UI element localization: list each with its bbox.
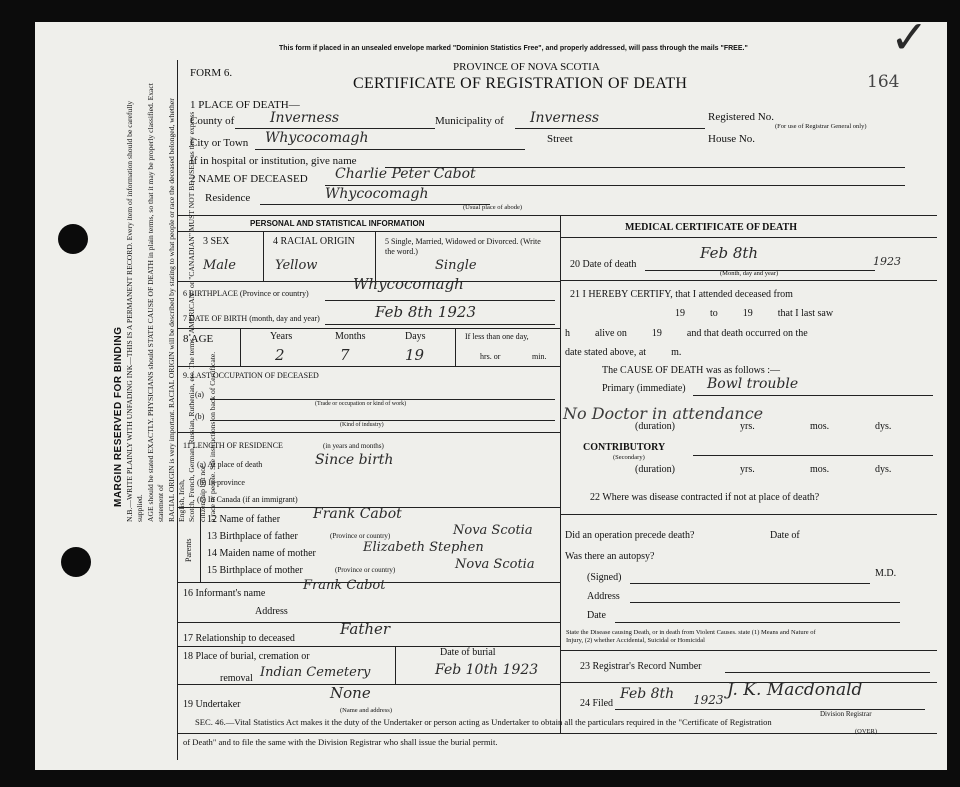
contracted-line — [560, 514, 937, 515]
informant-label: 16 Informant's name — [183, 588, 266, 599]
occupation-a-line — [210, 399, 555, 400]
father-birthplace-note: (Province or country) — [330, 532, 391, 540]
age-divider — [455, 328, 456, 366]
autopsy-label: Was there an autopsy? — [565, 551, 655, 562]
signed-line — [630, 583, 870, 584]
date-of-death-value: Feb 8th — [700, 244, 759, 262]
racial-divider — [375, 231, 376, 281]
contributory-label: CONTRIBUTORY — [583, 442, 666, 453]
name-of-deceased-label: 2 NAME OF DECEASED — [190, 173, 308, 185]
burial-date-value: Feb 10th 1923 — [435, 662, 539, 678]
father-name-value: Frank Cabot — [313, 506, 402, 522]
parents-divider — [200, 507, 201, 582]
address-line — [630, 602, 900, 603]
row-rule — [177, 432, 560, 433]
relationship-value: Father — [340, 620, 391, 638]
cause-label: The CAUSE OF DEATH was as follows :— — [602, 365, 781, 376]
residence-line — [260, 204, 490, 205]
grid-bottom — [177, 733, 937, 734]
death-certificate — [35, 10, 947, 770]
filed-year: 1923 — [693, 693, 724, 707]
occupation-b-note: (Kind of industry) — [340, 422, 384, 428]
sex-label: 3 SEX — [203, 236, 230, 247]
grid-top — [177, 215, 937, 216]
birthplace-line — [325, 300, 555, 301]
secondary-note: (Secondary) — [613, 454, 645, 461]
county-line — [235, 128, 435, 129]
relationship-label: 17 Relationship to deceased — [183, 633, 295, 644]
municipality-label: Municipality of — [435, 115, 504, 127]
in-canada-label: (c) In Canada (if an immigrant) — [197, 495, 298, 504]
informant-address-label: Address — [255, 606, 288, 617]
date-line — [615, 622, 900, 623]
racial-origin-label: 4 RACIAL ORIGIN — [273, 236, 355, 247]
name-of-deceased-value: Charlie Peter Cabot — [335, 166, 476, 182]
duration-label: (duration) — [635, 421, 675, 432]
county-label: County of — [190, 115, 235, 127]
check-mark: ✓ — [890, 10, 929, 64]
footer-over: (OVER) — [855, 728, 878, 735]
certify-line-1: 21 I HEREBY CERTIFY, that I attended deceased from — [570, 289, 793, 300]
father-birthplace-label: 13 Birthplace of father — [207, 531, 298, 542]
margin-line: a race or people. See instructions on back of Certificate. — [208, 351, 218, 522]
undertaker-note: (Name and address) — [340, 707, 392, 714]
row-rule — [177, 646, 560, 647]
removal-label: removal — [220, 673, 253, 684]
municipality-line — [515, 128, 705, 129]
certify-line-4: date stated above, at m. — [565, 347, 682, 358]
county-value: Inverness — [270, 110, 340, 126]
filed-label: 24 Filed — [580, 698, 614, 709]
dob-label: 7 DATE OF BIRTH (month, day and year) — [183, 314, 320, 323]
violent-note-2: Injury, (2) whether Accidental, Suicidal or Homicidal — [566, 637, 705, 644]
dys-label: dys. — [875, 464, 892, 475]
province-label: PROVINCE OF NOVA SCOTIA — [453, 61, 600, 73]
burial-place-value: Indian Cemetery — [260, 665, 371, 680]
less-than-day-label: If less than one day, — [465, 332, 529, 341]
personal-header-rule — [177, 231, 560, 232]
mother-name-value: Elizabeth Stephen — [363, 540, 484, 555]
mother-name-label: 14 Maiden name of mother — [207, 548, 316, 559]
registrar-record-label: 23 Registrar's Record Number — [580, 661, 702, 672]
margin-line: N.B.—WRITE PLAINLY WITH UNFADING INK—THIS IS A PERMANENT RECORD. Every item of information should be carefully supplied. — [125, 100, 145, 522]
operation-label: Did an operation precede death? — [565, 530, 695, 541]
form-number: FORM 6. — [190, 67, 233, 79]
signed-label: (Signed) — [587, 572, 622, 583]
yrs-label: yrs. — [740, 421, 755, 432]
registrar-record-line — [725, 672, 930, 673]
certify-line-2: 19 to 19 that I last saw — [675, 308, 834, 319]
registered-note: (For use of Registrar General only) — [775, 123, 867, 130]
left-rule — [177, 60, 178, 760]
contributory-line — [693, 455, 933, 456]
registrar-signature: J. K. Macdonald — [727, 680, 863, 700]
mother-birthplace-note: (Province or country) — [335, 566, 396, 574]
binding-hole-bottom — [61, 547, 91, 577]
date-of-label: Date of — [770, 530, 800, 541]
marital-value: Single — [435, 258, 477, 273]
date-of-death-note: (Month, day and year) — [720, 270, 779, 277]
burial-divider — [395, 646, 396, 684]
birthplace-value: Whycocomagh — [353, 275, 464, 293]
residence-value: Whycocomagh — [325, 186, 429, 202]
age-divider — [240, 328, 241, 366]
margin-reserved-label: MARGIN RESERVED FOR BINDING — [113, 326, 124, 507]
violent-note-1: State the Disease causing Death, or in death from Violent Causes. state (1) Means and Nature of — [566, 629, 816, 636]
years-value: 2 — [275, 346, 285, 364]
informant-value: Frank Cabot — [303, 578, 386, 593]
mail-notice: This form if placed in an unsealed envelope marked "Dominion Statistics Free", and properly addressed, will pass through the mails "FREE." — [279, 45, 748, 52]
dob-line — [325, 324, 555, 325]
burial-date-label: Date of burial — [440, 647, 496, 658]
residence-label: Residence — [205, 192, 251, 204]
dys-label: dys. — [875, 421, 892, 432]
undertaker-label: 19 Undertaker — [183, 699, 241, 710]
racial-origin-value: Yellow — [275, 258, 318, 273]
city-value: Whycocomagh — [265, 130, 369, 146]
place-of-death-heading: 1 PLACE OF DEATH— — [190, 99, 300, 111]
birthplace-label: 6 BIRTHPLACE (Province or country) — [183, 289, 309, 298]
date-of-death-year: 1923 — [873, 255, 901, 268]
mos-label: mos. — [810, 464, 830, 475]
municipality-value: Inverness — [530, 110, 600, 126]
months-label: Months — [335, 331, 366, 342]
occupation-b: (b) — [195, 412, 205, 421]
parents-label: Parents — [184, 538, 193, 562]
dob-value: Feb 8th 1923 — [375, 303, 477, 321]
primary-line — [693, 395, 933, 396]
residence-length-label: 11 LENGTH OF RESIDENCE — [183, 441, 283, 450]
contracted-label: 22 Where was disease contracted if not at place of death? — [590, 492, 820, 503]
row-rule — [177, 366, 560, 367]
house-label: House No. — [708, 133, 756, 145]
city-label: City or Town — [190, 137, 249, 149]
street-label: Street — [547, 133, 573, 145]
medical-header-rule — [560, 237, 937, 238]
filed-line — [615, 709, 925, 710]
mother-birthplace-value: Nova Scotia — [455, 557, 535, 572]
filed-value: Feb 8th — [620, 686, 675, 702]
marital-label: 5 Single, Married, Widowed or Divorced. (Write the word.) — [385, 237, 541, 256]
min-label: min. — [532, 352, 547, 361]
date-of-death-label: 20 Date of death — [570, 259, 637, 270]
occupation-label: 9. LAST OCCUPATION OF DECEASED — [183, 371, 319, 380]
registered-label: Registered No. — [708, 111, 774, 123]
at-place-label: (a) At place of death — [197, 460, 263, 469]
days-label: Days — [405, 331, 426, 342]
medical-date-label: Date — [587, 610, 606, 621]
margin-line: RACIAL ORIGIN is very important. RACIAL ORIGIN will be described by stating to what people or race the deceased belonged, whether English, Irish, — [166, 98, 187, 522]
duration-label: (duration) — [635, 464, 675, 475]
mos-label: mos. — [810, 421, 830, 432]
column-divider — [560, 215, 561, 733]
father-birthplace-value: Nova Scotia — [453, 523, 533, 538]
division-registrar-label: Division Registrar — [820, 710, 872, 718]
medical-address-label: Address — [587, 591, 620, 602]
hospital-label: If in hospital or institution, give name — [190, 155, 357, 167]
page-number: 164 — [867, 72, 900, 92]
page-title: CERTIFICATE OF REGISTRATION OF DEATH — [353, 75, 688, 92]
medical-header: MEDICAL CERTIFICATE OF DEATH — [625, 222, 797, 233]
at-place-value: Since birth — [315, 452, 394, 468]
row-rule — [560, 280, 937, 281]
personal-header: PERSONAL AND STATISTICAL INFORMATION — [250, 219, 425, 228]
occupation-a-note: (Trade or occupation or kind of work) — [315, 401, 407, 407]
primary-value: Bowl trouble — [707, 376, 799, 392]
burial-label: 18 Place of burial, cremation or — [183, 651, 310, 662]
residence-note: (Usual place of abode) — [463, 204, 523, 211]
in-province-label: (b) In province — [197, 478, 245, 487]
primary-label: Primary (immediate) — [602, 383, 686, 394]
binding-hole-top — [58, 224, 88, 254]
md-label: M.D. — [875, 568, 897, 579]
no-doctor-note: No Doctor in attendance — [563, 404, 764, 423]
footer-line-1: SEC. 46.—Vital Statistics Act makes it the duty of the Undertaker or person acting as Undertaker to obtain all the particulars required in the "Certificate of Registration — [195, 717, 772, 727]
yrs-label: yrs. — [740, 464, 755, 475]
row-rule — [177, 328, 560, 329]
age-label: 8 AGE — [183, 333, 214, 345]
footer-line-2: of Death" and to file the same with the Division Registrar who shall issue the burial permit. — [183, 737, 498, 747]
city-line — [255, 149, 525, 150]
sex-divider — [263, 231, 264, 281]
occupation-a: (a) — [195, 390, 204, 399]
undertaker-value: None — [330, 684, 371, 702]
sex-value: Male — [203, 258, 236, 273]
father-name-label: 12 Name of father — [207, 514, 281, 525]
years-label: Years — [270, 331, 293, 342]
occupation-b-line — [210, 420, 555, 421]
margin-line: AGE should be stated EXACTLY. PHYSICIANS should STATE CAUSE OF DEATH in plain terms, so that it may be properly classified. Exact statement of — [145, 83, 166, 522]
days-value: 19 — [405, 346, 425, 364]
residence-length-note: (in years and months) — [323, 442, 384, 450]
mother-birthplace-label: 15 Birthplace of mother — [207, 565, 303, 576]
row-rule — [560, 650, 937, 651]
months-value: 7 — [340, 346, 350, 364]
margin-line: Scotch, French, German, Russian, Ruthenian, etc. The terms "AMERICAN" or "CANADIAN" MUST NOT BE USED as they express citizenship but not — [187, 111, 207, 522]
certify-line-3: h alive on 19 and that death occurred on the — [565, 328, 808, 339]
hrs-label: hrs. or — [480, 352, 501, 361]
